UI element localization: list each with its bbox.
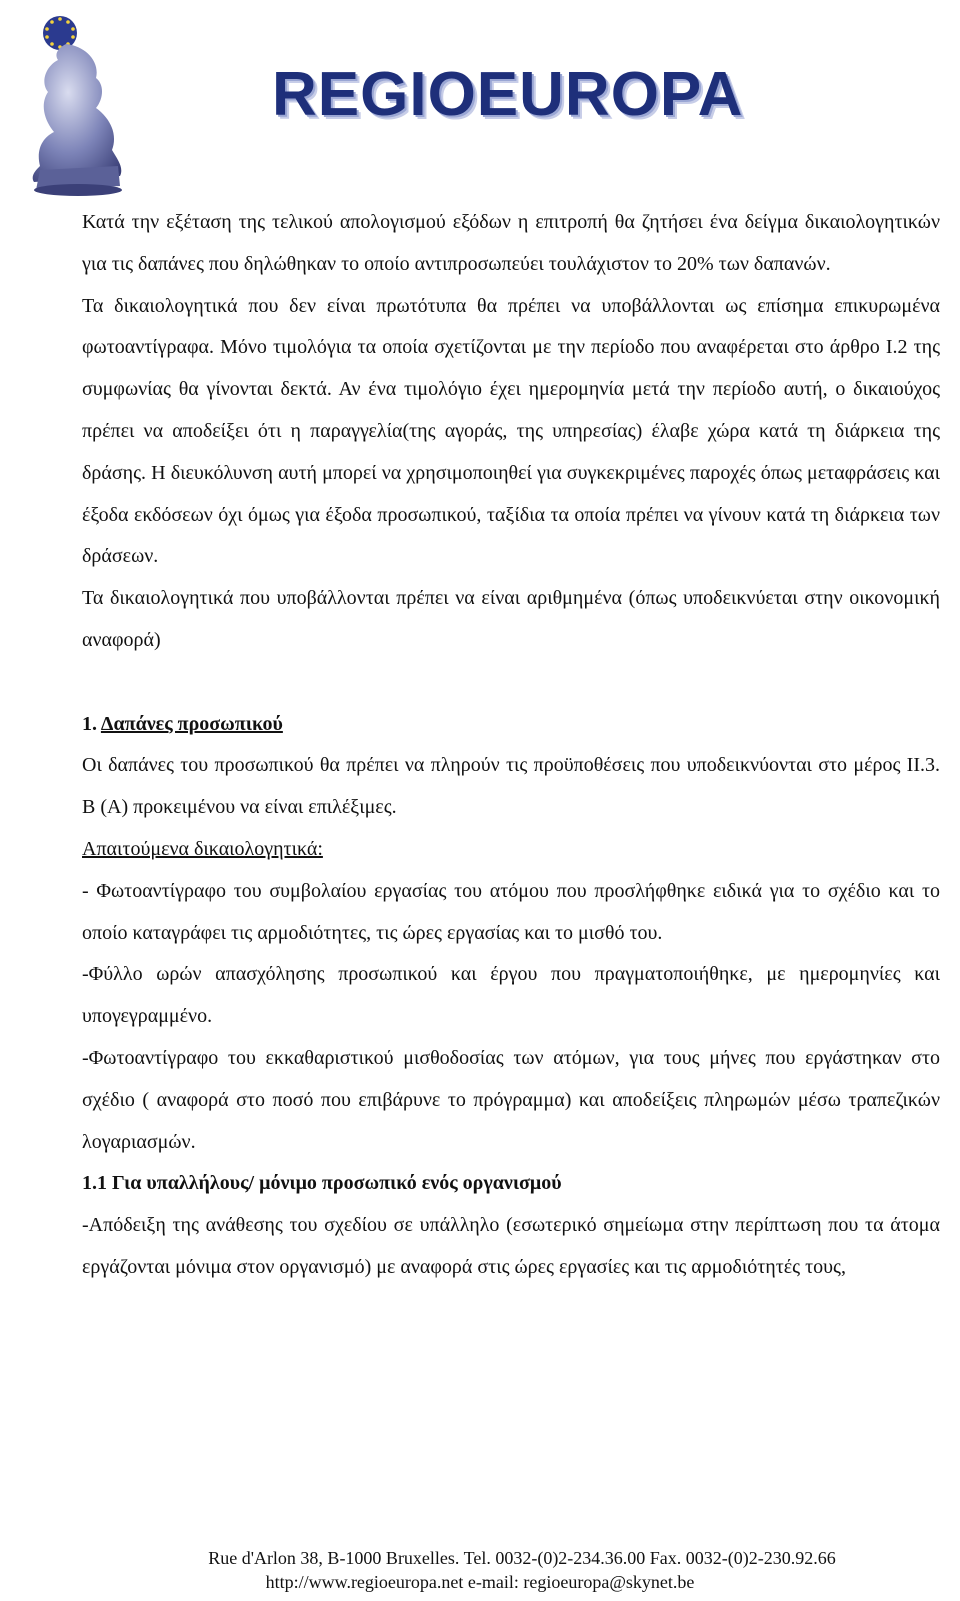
list-item: -Απόδειξη της ανάθεσης του σχεδίου σε υπάλληλο (εσωτερικό σημείωμα στην περίπτωση που τα άτομα εργάζονται μόνιμα στον οργανισμό) με αναφορά στις ώρες εργασίες και τις αρμοδιότητές τους, — [82, 1214, 940, 1278]
section-heading — [82, 704, 940, 746]
logo-statue-icon — [0, 0, 140, 200]
footer-email[interactable]: e-mail: regioeuropa@skynet.be — [467, 1572, 695, 1592]
list-item: -Φωτοαντίγραφο του εκκαθαριστικού μισθοδοσίας των ατόμων, για τους μήνες που εργάστηκαν στο σχέδιο ( αναφορά στο ποσό που επιβάρυνε το πρόγραμμα) και αποδείξεις πληρωμών μέσω τραπεζικών λογαριασμών. — [82, 1046, 940, 1153]
section-number: 1. — [82, 712, 97, 735]
brand-logo-text: REGIOEUROPA — [272, 60, 744, 129]
subsection-heading: 1.1 Για υπαλλήλους/ μόνιμο προσωπικό ενός οργανισμού — [82, 1172, 562, 1195]
footer-address: Rue d'Arlon 38, B-1000 Bruxelles. Tel. 0032-(0)2-234.36.00 Fax. 0032-(0)2-230.92.66 — [208, 1548, 836, 1568]
footer-contact — [0, 1570, 960, 1594]
section-title: Δαπάνες προσωπικού — [100, 712, 283, 735]
numbering-paragraph: Τα δικαιολογητικά που υποβάλλονται πρέπει να είναι αριθμημένα (όπως υποδεικνύεται στην οικονομική αναφορά) — [82, 587, 940, 651]
list-item: -Φύλλο ωρών απασχόλησης προσωπικού και έργου που πραγματοποιήθηκε, με ημερομηνίες και υπογεγραμμένο. — [82, 963, 940, 1028]
list-item: - Φωτοαντίγραφο του συμβολαίου εργασίας του ατόμου που προσλήφθηκε ειδικά για το σχέδιο και το οποίο καταγράφει τις αρμοδιότητες, τις ώρες εργασίας και το μισθό του. — [82, 879, 940, 944]
document-body — [82, 202, 940, 1289]
documents-paragraph: Τα δικαιολογητικά που δεν είναι πρωτότυπα θα πρέπει να υποβάλλονται ως επίσημα επικυρωμένα φωτοαντίγραφα. Μόνο τιμολόγια τα οποία σχετίζονται με την περίοδο που αναφέρεται στο άρθρο Ι.2 της συμφωνίας θα γίνονται δεκτά. Αν ένα τιμολόγιο έχει ημερομηνία μετά την περίοδο αυτή, ο δικαιούχος πρέπει να αποδείξει ότι η παραγγελία(της αγοράς, της υπηρεσίας) έλαβε χώρα κατά τη διάρκεια της δράσης. Η διευκόλυνση αυτή μπορεί να χρησιμοποιηθεί για συγκεκριμένες παροχές όπως μεταφράσεις και έξοδα εκδόσεων όχι όμως για έξοδα προσωπικού, ταξίδια τα οποία πρέπει να γίνουν κατά τη διάρκεια των δράσεων. — [82, 294, 940, 568]
required-docs-label: Απαιτούμενα δικαιολογητικά: — [82, 837, 323, 860]
eligibility-paragraph: Οι δαπάνες του προσωπικού θα πρέπει να πληρούν τις προϋποθέσεις που υποδεικνύονται στο μέρος ΙΙ.3. Β (Α) προκειμένου να είναι επιλέξιμες. — [82, 754, 940, 819]
intro-paragraph: Κατά την εξέταση της τελικού απολογισμού εξόδων η επιτροπή θα ζητήσει ένα δείγμα δικαιολογητικών για τις δαπάνες που δηλώθηκαν το οποίο αντιπροσωπεύει τουλάχιστον το 20% των δαπανών. — [82, 211, 940, 275]
footer-website[interactable]: http://www.regioeuropa.net — [265, 1572, 464, 1592]
